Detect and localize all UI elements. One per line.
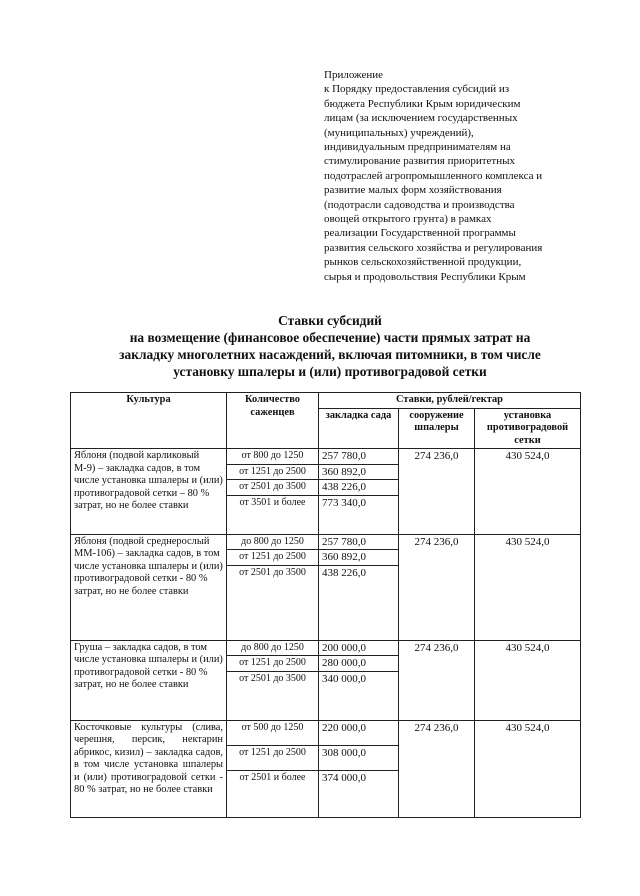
table-row (71, 534, 581, 550)
culture-cell: Яблоня (подвой карликовый М-9) – закладка садов, в том числе установка шпалеры и (или) противоградовой сетки – 80 % затрат, но не более ставки (71, 449, 227, 535)
net-rate-cell: 430 524,0 (475, 640, 581, 720)
header-count: Количество саженцев (227, 393, 319, 449)
count-cell: от 1251 до 2500 (227, 464, 319, 480)
garden-rate-cell: 257 780,0 (319, 534, 399, 550)
count-cell: от 2501 и более (227, 770, 319, 817)
culture-cell: Косточковые культуры (слива, черешня, персик, нектарин абрикос, кизил) – закладка садов, в том числе установка шпалеры и (или) противоградовой сетки - 80 % затрат, но не более ставки (71, 720, 227, 817)
header-garden: закладка сада (319, 408, 399, 449)
count-cell: от 2501 до 3500 (227, 480, 319, 496)
table-row (71, 640, 581, 656)
garden-rate-cell: 438 226,0 (319, 480, 399, 496)
appendix-line: стимулирование развития приоритетных (324, 155, 516, 168)
table-row (71, 449, 581, 465)
garden-rate-cell: 200 000,0 (319, 640, 399, 656)
count-cell: от 1251 до 2500 (227, 550, 319, 566)
appendix-line: реализации Государственной программы (324, 227, 516, 240)
rates-table (70, 392, 581, 818)
title-line: установку шпалеры и (или) противоградовой сетки (173, 364, 487, 379)
title-line: закладку многолетних насаждений, включая питомники, в том числе (119, 347, 541, 362)
header-culture: Культура (71, 393, 227, 449)
trellis-rate-cell: 274 236,0 (399, 720, 475, 817)
garden-rate-cell: 280 000,0 (319, 656, 399, 672)
appendix-line: сырья и продовольствия Республики Крым (324, 270, 526, 283)
culture-cell: Яблоня (подвой среднерослый ММ-106) – закладка садов, в том числе установка шпалеры и (или) противоградовой сетки - 80 % затрат, но не более ставки (71, 534, 227, 640)
trellis-rate-cell: 274 236,0 (399, 449, 475, 535)
count-cell: от 500 до 1250 (227, 720, 319, 745)
trellis-rate-cell: 274 236,0 (399, 534, 475, 640)
garden-rate-cell: 220 000,0 (319, 720, 399, 745)
net-rate-cell: 430 524,0 (475, 534, 581, 640)
count-cell: от 1251 до 2500 (227, 656, 319, 672)
table-header-row (71, 393, 581, 409)
appendix-line: подотраслей агропромышленного комплекса и (324, 169, 543, 182)
garden-rate-cell: 340 000,0 (319, 671, 399, 720)
trellis-rate-cell: 274 236,0 (399, 640, 475, 720)
count-cell: от 1251 до 2500 (227, 745, 319, 770)
count-cell: от 2501 до 3500 (227, 565, 319, 640)
appendix-line: (подотрасли садоводства и производства (324, 198, 515, 211)
garden-rate-cell: 257 780,0 (319, 449, 399, 465)
garden-rate-cell: 773 340,0 (319, 495, 399, 534)
title-line: на возмещение (финансовое обеспечение) части прямых затрат на (129, 330, 531, 345)
garden-rate-cell: 360 892,0 (319, 464, 399, 480)
appendix-line: развития сельского хозяйства и регулирования (324, 241, 543, 254)
count-cell: от 3501 и более (227, 495, 319, 534)
appendix-line: лицам (за исключением государственных (324, 112, 518, 125)
count-cell: до 800 до 1250 (227, 640, 319, 656)
document-title (40, 312, 620, 380)
garden-rate-cell: 438 226,0 (319, 565, 399, 640)
appendix-line: рынков сельскохозяйственной продукции, (324, 256, 522, 269)
count-cell: от 800 до 1250 (227, 449, 319, 465)
appendix-line: овощей открытого грунта) в рамках (324, 213, 492, 226)
count-cell: до 800 до 1250 (227, 534, 319, 550)
appendix-line: бюджета Республики Крым юридическим (324, 97, 521, 110)
header-rates: Ставки, рублей/гектар (319, 393, 581, 409)
count-cell: от 2501 до 3500 (227, 671, 319, 720)
appendix-line: индивидуальным предпринимателям на (324, 141, 511, 154)
appendix-line: развитие малых форм хозяйствования (324, 184, 502, 197)
garden-rate-cell: 308 000,0 (319, 745, 399, 770)
appendix-line: к Порядку предоставления субсидий из (324, 83, 510, 96)
appendix-note (324, 68, 624, 284)
appendix-line: Приложение (324, 69, 384, 81)
appendix-line: (муниципальных) учреждений), (324, 126, 474, 139)
net-rate-cell: 430 524,0 (475, 449, 581, 535)
header-trellis: сооружение шпалеры (399, 408, 475, 449)
culture-cell: Груша – закладка садов, в том числе установка шпалеры и (или) противоградовой сетки - 80 % затрат, но не более ставки (71, 640, 227, 720)
table-row (71, 720, 581, 745)
net-rate-cell: 430 524,0 (475, 720, 581, 817)
header-net: установка противоградовой сетки (475, 408, 581, 449)
title-line: Ставки субсидий (278, 313, 382, 328)
garden-rate-cell: 374 000,0 (319, 770, 399, 817)
garden-rate-cell: 360 892,0 (319, 550, 399, 566)
